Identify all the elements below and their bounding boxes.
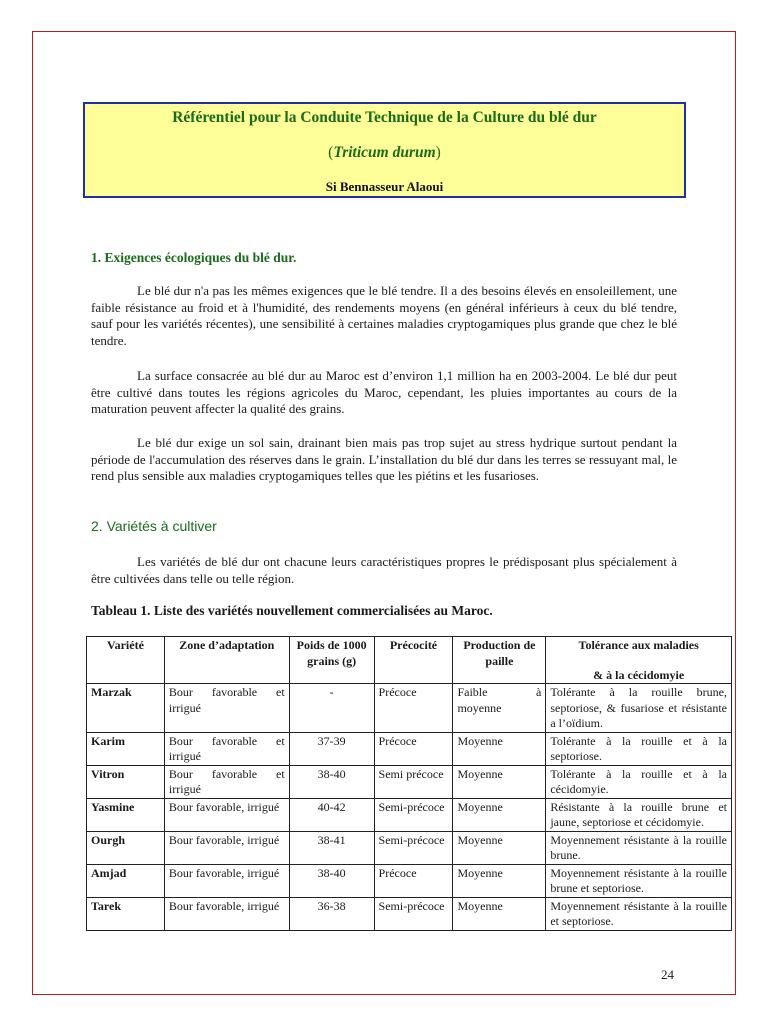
section-2-paragraph: Les variétés de blé dur ont chacune leurs caractéristiques propres le prédisposant plus spécialement à être cultivées dans telle ou telle région. bbox=[91, 554, 677, 586]
latin-name-line bbox=[85, 144, 684, 162]
title-box bbox=[83, 102, 686, 198]
section-2-heading: 2. Variétés à cultiver bbox=[91, 518, 217, 534]
cell-zone: Bour favorable, irrigué bbox=[164, 831, 289, 864]
header-production: Production de paille bbox=[453, 637, 546, 684]
cell-poids: 38-41 bbox=[289, 831, 374, 864]
cell-production: Moyenne bbox=[453, 732, 546, 765]
header-tolerance-line-1: Tolérance aux maladies bbox=[578, 638, 699, 652]
header-variete: Variété bbox=[87, 637, 165, 684]
table-row bbox=[87, 864, 732, 897]
latin-open-paren: ( bbox=[328, 144, 334, 161]
cell-poids: 40-42 bbox=[289, 798, 374, 831]
cell-zone: Bour favorable et irrigué bbox=[164, 765, 289, 798]
cell-poids: 36-38 bbox=[289, 897, 374, 930]
varieties-table bbox=[86, 636, 732, 931]
cell-production: Moyenne bbox=[453, 765, 546, 798]
header-tolerance-line-2: & à la cécidomyie bbox=[593, 667, 685, 682]
cell-variete: Tarek bbox=[87, 897, 165, 930]
cell-zone: Bour favorable et irrigué bbox=[164, 732, 289, 765]
latin-close-paren: ) bbox=[435, 144, 441, 161]
cell-production: Moyenne bbox=[453, 831, 546, 864]
cell-variete: Marzak bbox=[87, 684, 165, 733]
cell-tolerance: Moyennement résistante à la rouille brune et septoriose. bbox=[546, 864, 732, 897]
cell-precocite: Semi-précoce bbox=[374, 897, 453, 930]
cell-precocite: Semi-précoce bbox=[374, 831, 453, 864]
cell-tolerance: Tolérante à la rouille brune, septoriose, & fusariose et résistante a l’oïdium. bbox=[546, 684, 732, 733]
cell-variete: Karim bbox=[87, 732, 165, 765]
header-tolerance bbox=[546, 637, 732, 684]
cell-variete: Vitron bbox=[87, 765, 165, 798]
header-poids: Poids de 1000 grains (g) bbox=[289, 637, 374, 684]
cell-variete: Yasmine bbox=[87, 798, 165, 831]
table-row bbox=[87, 765, 732, 798]
cell-variete: Amjad bbox=[87, 864, 165, 897]
section-1-paragraph-3: Le blé dur exige un sol sain, drainant bien mais pas trop sujet au stress hydrique surtout pendant la période de l'accumulation des réserves dans le grain. L’installation du blé dur dans les terres se ressuyant mal, le rend plus sensible aux maladies cryptogamiques telles que les piétins et les fusarioses. bbox=[91, 435, 677, 484]
author: Si Bennasseur Alaoui bbox=[325, 179, 444, 194]
cell-zone: Bour favorable, irrigué bbox=[164, 864, 289, 897]
cell-precocite: Précoce bbox=[374, 864, 453, 897]
cell-tolerance: Résistante à la rouille brune et jaune, septoriose et cécidomyie. bbox=[546, 798, 732, 831]
cell-zone: Bour favorable, irrigué bbox=[164, 798, 289, 831]
latin-name: Triticum durum bbox=[333, 144, 436, 161]
cell-precocite: Semi précoce bbox=[374, 765, 453, 798]
page-number: 24 bbox=[661, 967, 674, 982]
table-row bbox=[87, 684, 732, 733]
cell-tolerance: Moyennement résistante à la rouille brune. bbox=[546, 831, 732, 864]
cell-precocite: Précoce bbox=[374, 684, 453, 733]
cell-variete: Ourgh bbox=[87, 831, 165, 864]
cell-poids: 37-39 bbox=[289, 732, 374, 765]
cell-tolerance: Tolérante à la rouille et à la cécidomyie. bbox=[546, 765, 732, 798]
cell-zone: Bour favorable, irrigué bbox=[164, 897, 289, 930]
table-row bbox=[87, 831, 732, 864]
cell-poids: 38-40 bbox=[289, 864, 374, 897]
table-row bbox=[87, 798, 732, 831]
table-header-row bbox=[87, 637, 732, 684]
section-1-paragraph-1: Le blé dur n'a pas les mêmes exigences que le blé tendre. Il a des besoins élevés en ensoleillement, une faible résistance au froid et à l'humidité, des rendements moyens (en général inférieurs à ceux du blé tendre, sauf pour les variétés récentes), une sensibilité à certaines maladies cryptogamiques plus grande que chez le blé tendre. bbox=[91, 283, 677, 349]
document-title: Référentiel pour la Conduite Technique de la Culture du blé dur bbox=[172, 109, 597, 126]
cell-tolerance: Tolérante à la rouille et à la septoriose. bbox=[546, 732, 732, 765]
cell-poids: 38-40 bbox=[289, 765, 374, 798]
cell-precocite: Précoce bbox=[374, 732, 453, 765]
cell-production: Moyenne bbox=[453, 864, 546, 897]
cell-production: Moyenne bbox=[453, 798, 546, 831]
section-1-paragraph-2: La surface consacrée au blé dur au Maroc est d’environ 1,1 million ha en 2003-2004. Le blé dur peut être cultivé dans toutes les régions agricoles du Maroc, cependant, les pluies importantes au cours de la maturation peuvent affecter la qualité des grains. bbox=[91, 368, 677, 417]
table-caption: Tableau 1. Liste des variétés nouvellement commercialisées au Maroc. bbox=[91, 603, 493, 618]
section-1-heading: 1. Exigences écologiques du blé dur. bbox=[91, 250, 297, 265]
cell-poids: - bbox=[289, 684, 374, 733]
table-row bbox=[87, 897, 732, 930]
header-zone: Zone d’adaptation bbox=[164, 637, 289, 684]
cell-precocite: Semi-précoce bbox=[374, 798, 453, 831]
cell-production: Moyenne bbox=[453, 897, 546, 930]
cell-tolerance: Moyennement résistante à la rouille et septoriose. bbox=[546, 897, 732, 930]
table-row bbox=[87, 732, 732, 765]
cell-zone: Bour favorable et irrigué bbox=[164, 684, 289, 733]
cell-production: Faible à moyenne bbox=[453, 684, 546, 733]
header-precocite: Précocité bbox=[374, 637, 453, 684]
